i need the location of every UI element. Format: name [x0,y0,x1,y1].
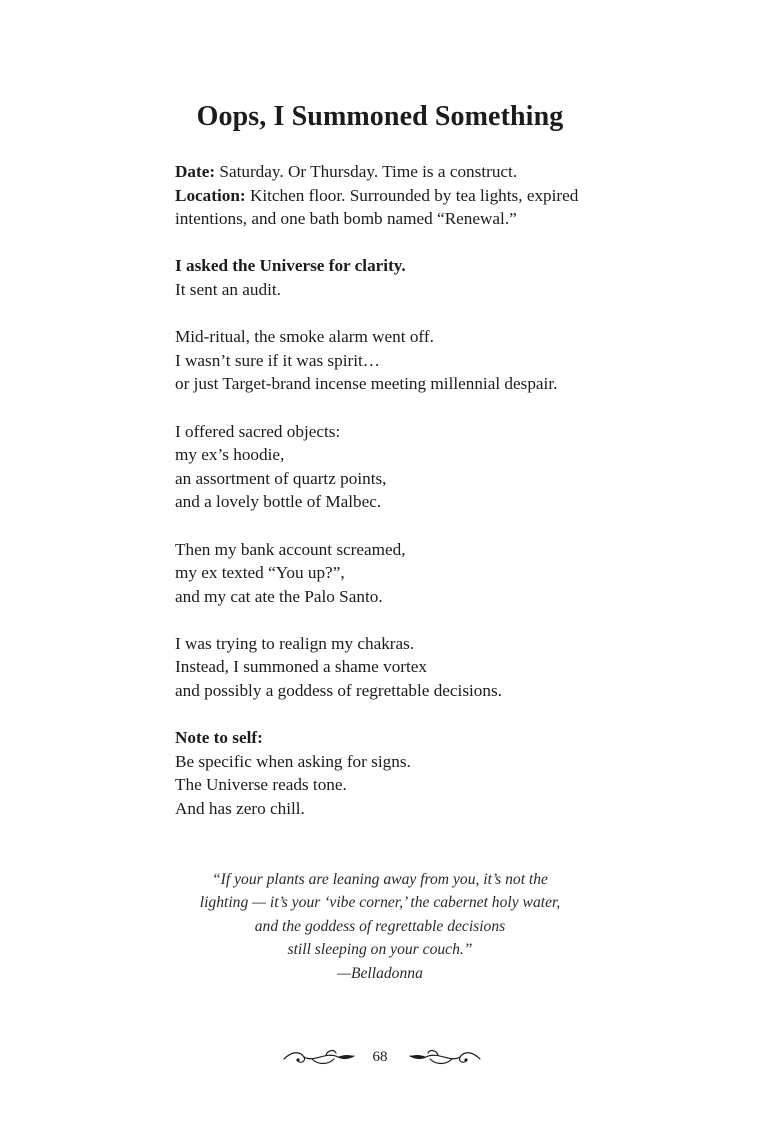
stanza2-line2: I wasn’t sure if it was spirit… [175,350,380,370]
quote-line2: lighting — it’s your ‘vibe corner,’ the cabernet holy water, [199,894,561,912]
stanza3-line1: I offered sacred objects: [175,421,341,441]
stanza5-line2: Instead, I summoned a shame vortex [175,657,428,677]
location-label: Location: [175,185,246,205]
page-number: 68 [372,1049,388,1065]
quote-line3: and the goddess of regrettable decisions [254,917,506,935]
stanza5-line3: and possibly a goddess of regrettable decisions. [175,681,502,701]
stanza-gap [175,703,695,727]
page-footer [0,1045,760,1075]
stanza1-line2: It sent an audit. [175,279,281,299]
stanza6-line2: Be specific when asking for signs. [175,751,411,771]
stanza6-line4: And has zero chill. [175,799,305,819]
poem-body [175,160,695,821]
stanza4-line2: my ex texted “You up?”, [175,563,345,583]
stanza3-line3: an assortment of quartz points, [175,468,387,488]
flourish-ornament-icon [408,1045,482,1071]
stanza-gap [175,396,695,420]
location-continuation: intentions, and one bath bomb named “Renewal.” [175,209,517,229]
stanza1-line1: I asked the Universe for clarity. [175,256,406,276]
page-title: Oops, I Summoned Something [196,101,564,132]
stanza2-line3: or just Target-brand incense meeting millennial despair. [175,374,558,394]
stanza-gap [175,302,695,326]
stanza5-line1: I was trying to realign my chakras. [175,633,415,653]
date-label: Date: [175,162,216,181]
stanza6-line1: Note to self: [175,728,263,748]
quote-line1: “If your plants are leaning away from you, it’s not the [212,871,548,888]
stanza2-line1: Mid-ritual, the smoke alarm went off. [175,327,434,347]
quote-attribution: —Belladonna [337,964,423,982]
stanza4-line1: Then my bank account screamed, [175,539,406,559]
stanza6-line3: The Universe reads tone. [175,775,347,795]
date-value: Saturday. Or Thursday. Time is a construct. [215,162,518,181]
date-line [175,160,695,184]
quote-line4: still sleeping on your couch.” [287,941,473,959]
stanza3-line2: my ex’s hoodie, [175,445,285,465]
stanza-gap [175,514,695,538]
stanza-gap [175,231,695,255]
location-value: Kitchen floor. Surrounded by tea lights, expired [245,185,579,205]
location-line [175,184,695,208]
stanza-gap [175,608,695,632]
flourish-ornament-icon [282,1045,356,1071]
stanza4-line3: and my cat ate the Palo Santo. [175,586,383,606]
stanza3-line4: and a lovely bottle of Malbec. [175,492,382,512]
epigraph-quote [0,868,760,985]
